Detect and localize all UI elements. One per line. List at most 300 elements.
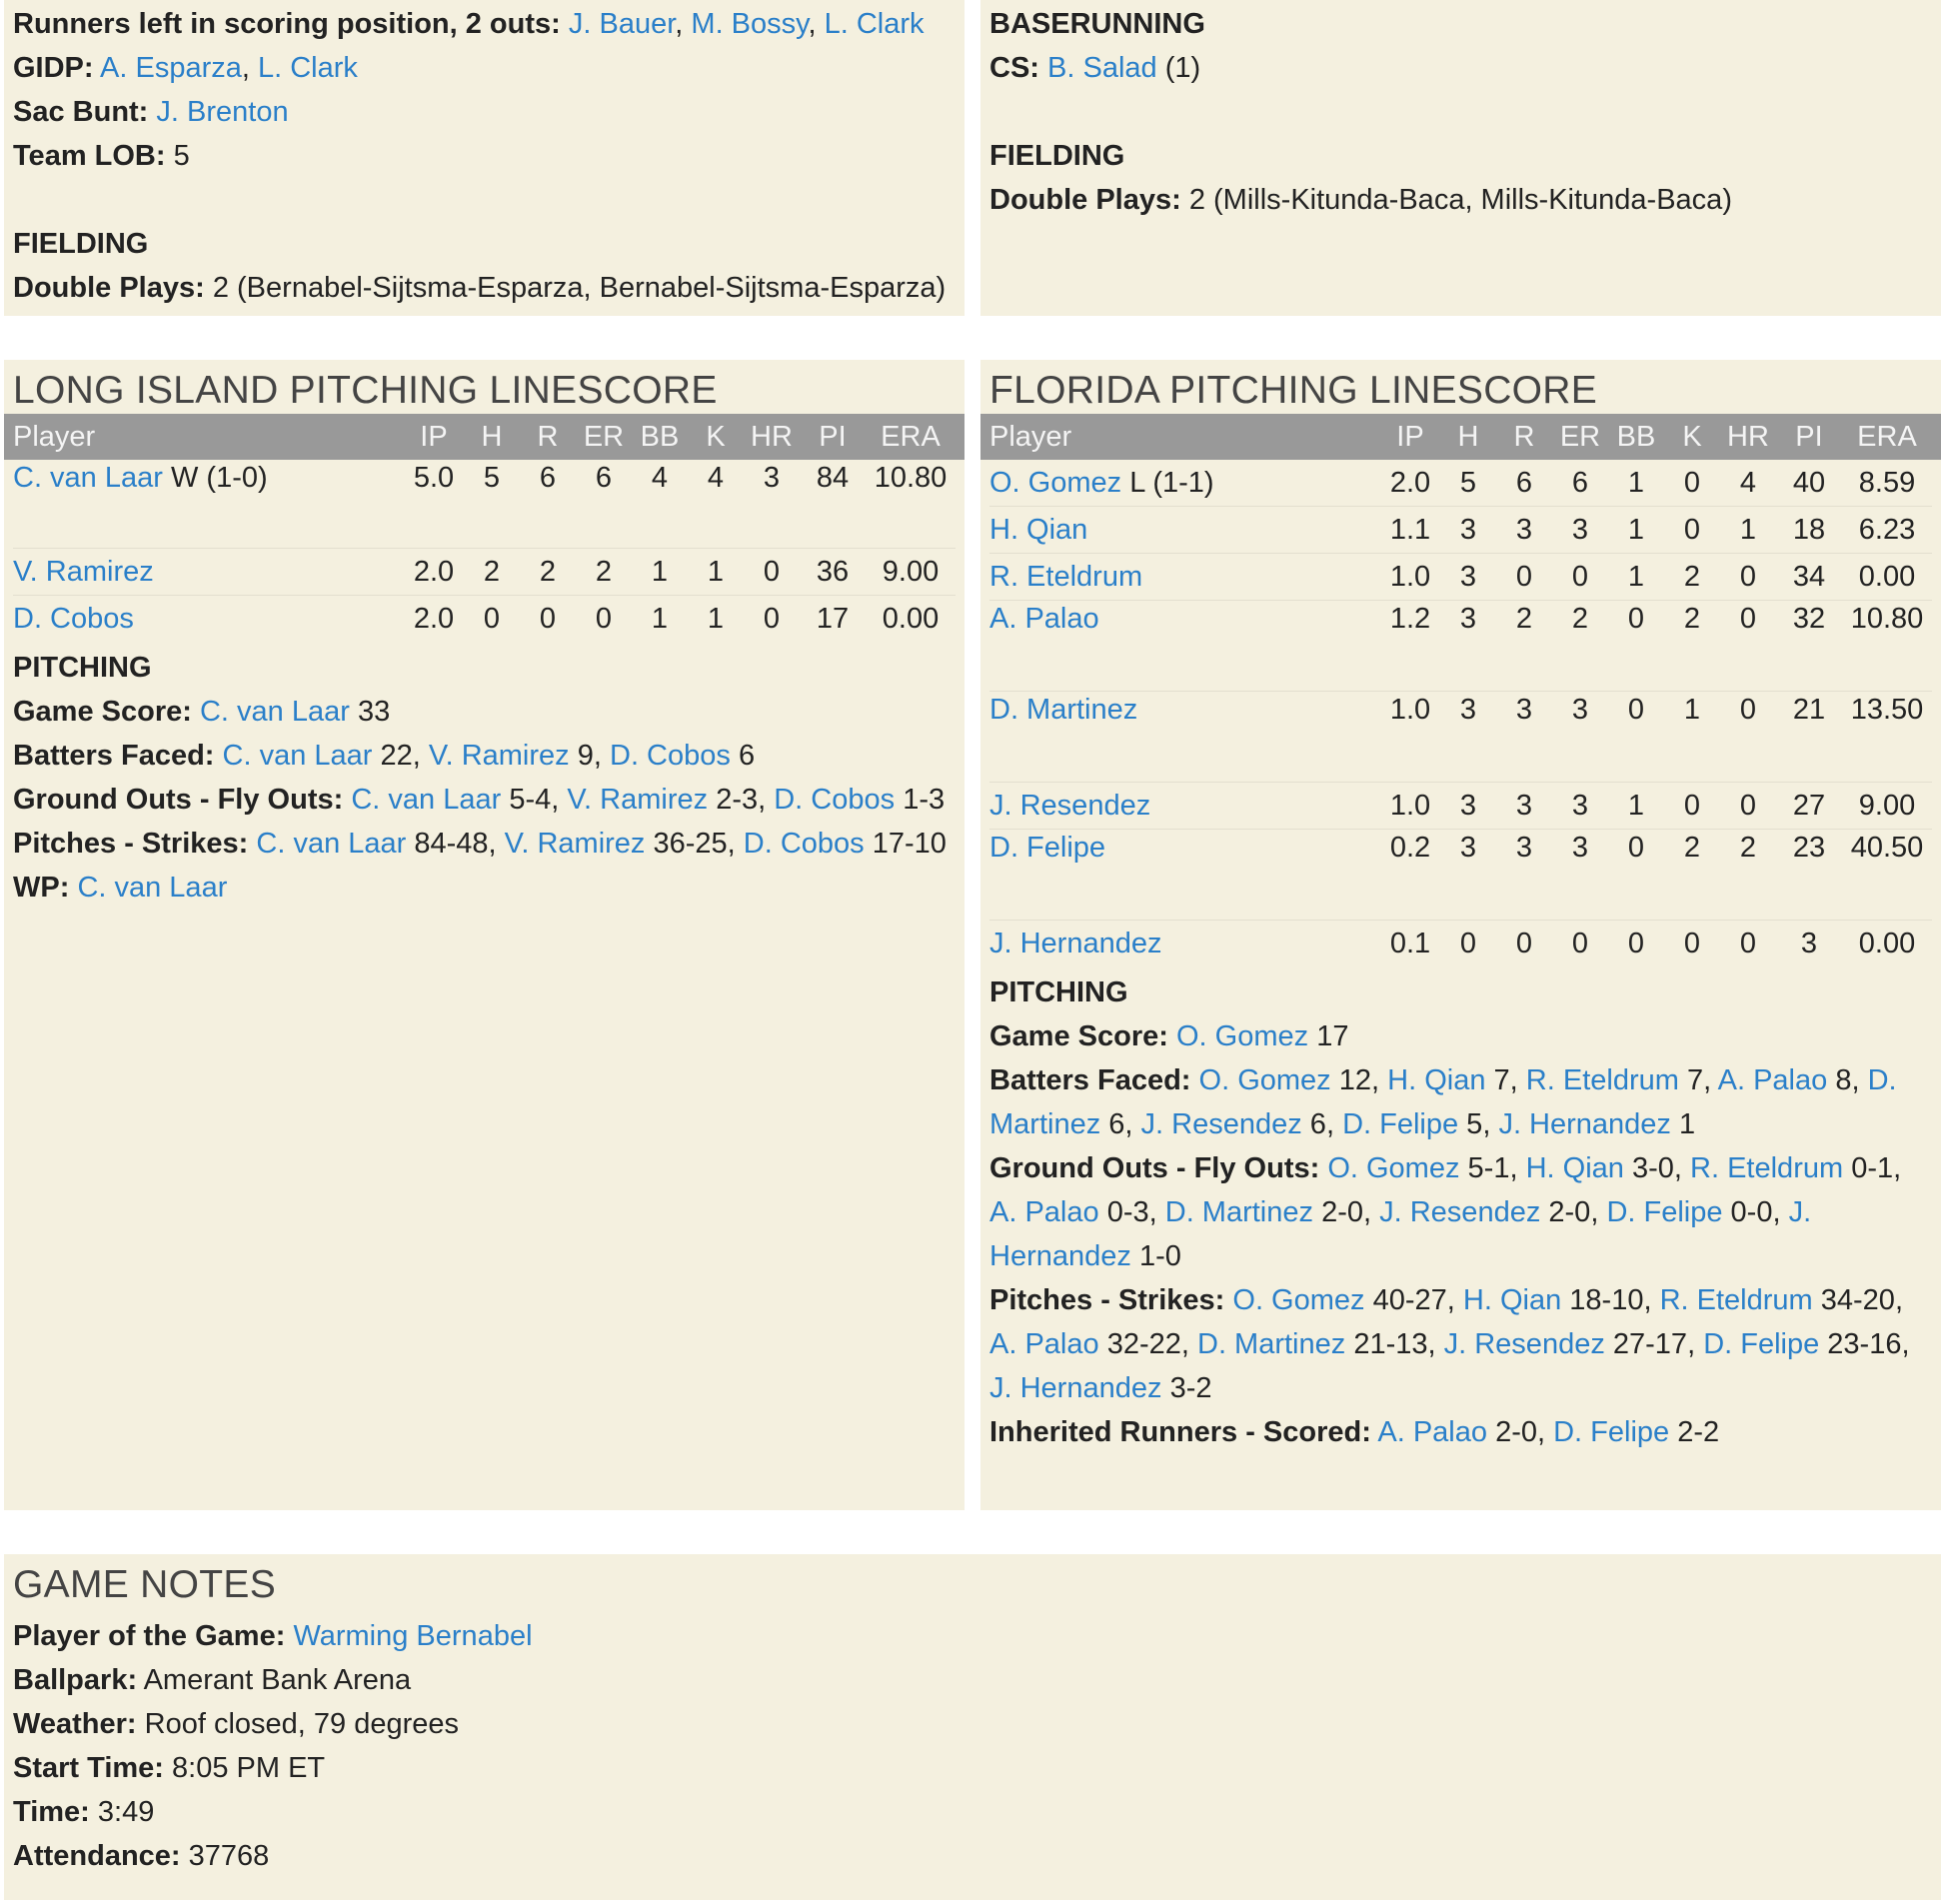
stat-value: 2-3 bbox=[716, 784, 759, 816]
cell-k: 2 bbox=[1683, 603, 1701, 635]
player-link[interactable]: D. Felipe bbox=[1606, 1196, 1723, 1228]
pitcher-link[interactable]: O. Gomez bbox=[989, 466, 1122, 499]
wp-line bbox=[13, 866, 956, 910]
player-of-game-line bbox=[13, 1614, 1932, 1658]
baserunning-title: BASERUNNING bbox=[989, 8, 1205, 40]
cell-ip: 0.1 bbox=[1389, 927, 1431, 959]
game-score-line bbox=[989, 1014, 1932, 1058]
cell-era: 13.50 bbox=[1850, 694, 1924, 726]
col-ip: IP bbox=[420, 420, 448, 453]
col-pi: PI bbox=[819, 420, 847, 453]
player-link[interactable]: D. Martinez bbox=[1197, 1328, 1346, 1360]
top-left-panel bbox=[4, 0, 965, 316]
col-hr: HR bbox=[1727, 420, 1769, 453]
li-table-body bbox=[13, 460, 956, 642]
cell-era: 9.00 bbox=[1858, 789, 1916, 822]
col-pi: PI bbox=[1795, 420, 1823, 453]
go-fo-label: Ground Outs - Fly Outs: bbox=[989, 1152, 1320, 1184]
rlisp-label: Runners left in scoring position, 2 outs: bbox=[13, 8, 561, 40]
cell-k: 0 bbox=[1683, 789, 1701, 822]
player-link[interactable]: O. Gomez bbox=[1198, 1064, 1331, 1096]
ballpark-line bbox=[13, 1658, 1932, 1702]
pitcher-cell bbox=[13, 603, 404, 636]
cell-pi: 3 bbox=[1800, 927, 1818, 959]
game-notes-panel bbox=[4, 1554, 1941, 1900]
game-score-label: Game Score: bbox=[13, 696, 192, 728]
stat-value: 0-1 bbox=[1851, 1152, 1894, 1184]
stat-value: 2-0 bbox=[1321, 1196, 1363, 1228]
table-row bbox=[989, 692, 1932, 783]
player-link[interactable]: M. Bossy bbox=[691, 8, 809, 40]
cell-k: 2 bbox=[1683, 560, 1701, 593]
stat-value: 17-10 bbox=[872, 828, 947, 860]
stat-value: 1-0 bbox=[1138, 1240, 1181, 1272]
decision: W (1-0) bbox=[170, 462, 268, 494]
player-link[interactable]: D. Felipe bbox=[1553, 1416, 1670, 1448]
pitcher-link[interactable]: J. Resendez bbox=[989, 789, 1151, 822]
cell-bb: 1 bbox=[1627, 560, 1645, 593]
sac-bunt-line bbox=[13, 90, 956, 134]
pitcher-link[interactable]: R. Eteldrum bbox=[989, 560, 1143, 593]
cell-r: 0 bbox=[1515, 927, 1533, 959]
player-link[interactable]: C. van Laar bbox=[222, 740, 373, 772]
go-fo-label: Ground Outs - Fly Outs: bbox=[13, 784, 344, 816]
col-er: ER bbox=[583, 420, 625, 453]
player-link[interactable]: H. Qian bbox=[1462, 1284, 1562, 1316]
cell-bb: 0 bbox=[1627, 694, 1645, 726]
pitches-strikes-line: Pitches - Strikes: O. Gomez 40-27, H. Qian 18-10, R. Eteldrum 34-20, A. Palao 32-22, D. Martinez 21-13, J. Resendez 27-17, D. Felipe 23-16, J. Hernandez 3-2 bbox=[989, 1284, 1910, 1404]
player-link[interactable]: J. Brenton bbox=[156, 96, 289, 128]
double-plays-label: Double Plays: bbox=[989, 184, 1181, 216]
cell-r: 3 bbox=[1515, 694, 1533, 726]
weather-line bbox=[13, 1702, 1932, 1746]
stat-value: 2-0 bbox=[1548, 1196, 1591, 1228]
cell-r: 3 bbox=[1515, 832, 1533, 864]
stat-value: 3-0 bbox=[1631, 1152, 1674, 1184]
game-time-value: 3:49 bbox=[97, 1796, 155, 1828]
cell-bb: 0 bbox=[1627, 603, 1645, 635]
stat-value: 3-2 bbox=[1169, 1372, 1212, 1404]
player-link[interactable]: O. Gomez bbox=[1327, 1152, 1460, 1184]
cs-line bbox=[989, 46, 1932, 90]
batters-faced-line: Batters Faced: C. van Laar 22, V. Ramirez 9, D. Cobos 6 bbox=[13, 740, 756, 772]
pitches-strikes-label: Pitches - Strikes: bbox=[989, 1284, 1225, 1316]
cell-era: 9.00 bbox=[882, 555, 940, 588]
stat-value: 40-27 bbox=[1372, 1284, 1447, 1316]
inherited-runners-line: Inherited Runners - Scored: A. Palao 2-0, D. Felipe 2-2 bbox=[989, 1416, 1720, 1448]
table-row bbox=[989, 507, 1932, 554]
player-link[interactable]: J. Hernandez bbox=[989, 1196, 1812, 1272]
cell-pi: 36 bbox=[816, 555, 850, 588]
batters-faced-label: Batters Faced: bbox=[13, 740, 215, 772]
col-k: K bbox=[706, 420, 726, 453]
cell-era: 10.80 bbox=[1850, 603, 1924, 635]
player-link[interactable]: B. Salad bbox=[1047, 52, 1157, 84]
top-right-panel bbox=[980, 0, 1941, 316]
stat-value: 34-20 bbox=[1820, 1284, 1895, 1316]
stat-value: 7 bbox=[1686, 1064, 1704, 1096]
sac-bunt-label: Sac Bunt: bbox=[13, 96, 149, 128]
player-link[interactable]: D. Felipe bbox=[1703, 1328, 1820, 1360]
player-link[interactable]: C. van Laar bbox=[77, 872, 228, 904]
player-link[interactable]: J. Hernandez bbox=[1498, 1108, 1671, 1140]
player-link[interactable]: D. Martinez bbox=[989, 1064, 1897, 1140]
fielding-title: FIELDING bbox=[13, 228, 149, 260]
pitcher-cell bbox=[989, 603, 1380, 636]
player-link[interactable]: J. Resendez bbox=[1140, 1108, 1302, 1140]
table-row bbox=[13, 549, 956, 596]
cell-pi: 34 bbox=[1792, 560, 1826, 593]
table-row bbox=[13, 596, 956, 642]
double-plays-label: Double Plays: bbox=[13, 272, 205, 304]
cell-er: 2 bbox=[595, 555, 613, 588]
cell-hr: 0 bbox=[763, 555, 781, 588]
cell-bb: 0 bbox=[1627, 832, 1645, 864]
col-era: ERA bbox=[1857, 420, 1917, 453]
player-link[interactable]: Warming Bernabel bbox=[293, 1620, 533, 1652]
cell-pi: 32 bbox=[1792, 603, 1826, 635]
cell-h: 3 bbox=[1459, 789, 1477, 822]
cell-era: 10.80 bbox=[874, 462, 948, 494]
cell-bb: 4 bbox=[651, 462, 669, 494]
cell-bb: 1 bbox=[651, 555, 669, 588]
team-lob-value: 5 bbox=[173, 140, 190, 172]
panel-title: GAME NOTES bbox=[13, 1563, 277, 1606]
player-link[interactable]: A. Palao bbox=[1377, 1416, 1487, 1448]
cell-hr: 0 bbox=[1739, 603, 1757, 635]
table-row bbox=[989, 460, 1932, 507]
attendance-line bbox=[13, 1834, 1932, 1878]
cs-value: (1) bbox=[1164, 52, 1201, 84]
cell-ip: 1.0 bbox=[1389, 789, 1431, 822]
pitcher-cell bbox=[989, 514, 1380, 547]
cell-h: 3 bbox=[1459, 694, 1477, 726]
cell-h: 3 bbox=[1459, 513, 1477, 546]
cell-hr: 1 bbox=[1739, 513, 1757, 546]
pitcher-cell bbox=[989, 467, 1380, 500]
stat-value: 12 bbox=[1338, 1064, 1372, 1096]
long-island-pitching-panel bbox=[4, 360, 965, 1510]
pitcher-link[interactable]: H. Qian bbox=[989, 513, 1088, 546]
col-er: ER bbox=[1559, 420, 1601, 453]
game-score-value: 17 bbox=[1316, 1020, 1349, 1052]
player-link[interactable]: L. Clark bbox=[258, 52, 358, 84]
table-row bbox=[989, 783, 1932, 830]
player-link[interactable]: D. Martinez bbox=[1164, 1196, 1314, 1228]
col-h: H bbox=[481, 420, 503, 453]
cell-k: 0 bbox=[1683, 466, 1701, 499]
cell-er: 0 bbox=[1571, 560, 1589, 593]
pitcher-cell bbox=[989, 561, 1380, 594]
stat-value: 21-13 bbox=[1353, 1328, 1428, 1360]
wp-label: WP: bbox=[13, 872, 70, 904]
stat-value: 6 bbox=[1309, 1108, 1326, 1140]
double-plays-line bbox=[13, 266, 956, 310]
stat-value: 18-10 bbox=[1569, 1284, 1644, 1316]
cell-h: 2 bbox=[483, 555, 501, 588]
col-era: ERA bbox=[881, 420, 941, 453]
player-link[interactable]: A. Esparza bbox=[100, 52, 242, 84]
cell-ip: 2.0 bbox=[413, 602, 455, 635]
cs-label: CS: bbox=[989, 52, 1039, 84]
pitcher-cell bbox=[13, 462, 404, 495]
cell-er: 6 bbox=[1571, 466, 1589, 499]
player-link[interactable]: J. Resendez bbox=[1379, 1196, 1541, 1228]
player-link[interactable]: J. Hernandez bbox=[989, 1372, 1162, 1404]
player-link[interactable]: C. van Laar bbox=[256, 828, 407, 860]
cell-k: 0 bbox=[1683, 513, 1701, 546]
cell-pi: 27 bbox=[1792, 789, 1826, 822]
cell-h: 5 bbox=[1459, 466, 1477, 499]
cell-er: 3 bbox=[1571, 694, 1589, 726]
pitcher-cell bbox=[989, 832, 1380, 865]
player-link[interactable]: O. Gomez bbox=[1175, 1020, 1309, 1052]
pitcher-link[interactable]: D. Felipe bbox=[989, 832, 1106, 864]
col-player: Player bbox=[13, 420, 96, 453]
cell-hr: 0 bbox=[1739, 694, 1757, 726]
stat-value: 1 bbox=[1679, 1108, 1696, 1140]
stat-value: 2-2 bbox=[1677, 1416, 1720, 1448]
pitcher-link[interactable]: C. van Laar bbox=[13, 462, 163, 494]
cell-pi: 17 bbox=[816, 602, 850, 635]
pitcher-link[interactable]: D. Cobos bbox=[13, 602, 134, 635]
pitcher-cell bbox=[989, 790, 1380, 823]
stat-value: 0-0 bbox=[1730, 1196, 1773, 1228]
ballpark-label: Ballpark: bbox=[13, 1664, 138, 1696]
col-k: K bbox=[1682, 420, 1702, 453]
cell-bb: 0 bbox=[1627, 927, 1645, 959]
cell-ip: 1.0 bbox=[1389, 560, 1431, 593]
cell-er: 3 bbox=[1571, 513, 1589, 546]
player-link[interactable]: A. Palao bbox=[1717, 1064, 1828, 1096]
cell-ip: 5.0 bbox=[413, 462, 455, 494]
player-link[interactable]: C. van Laar bbox=[199, 696, 350, 728]
cell-era: 8.59 bbox=[1858, 466, 1916, 499]
player-link[interactable]: A. Palao bbox=[989, 1196, 1099, 1228]
batters-faced-label: Batters Faced: bbox=[989, 1064, 1191, 1096]
cell-r: 2 bbox=[539, 555, 557, 588]
game-time-label: Time: bbox=[13, 1796, 90, 1828]
pitcher-link[interactable]: D. Martinez bbox=[989, 694, 1138, 726]
stat-value: 36-25 bbox=[653, 828, 728, 860]
table-header bbox=[4, 414, 965, 460]
cell-h: 0 bbox=[483, 602, 501, 635]
player-link[interactable]: H. Qian bbox=[1525, 1152, 1624, 1184]
pitches-strikes-line: Pitches - Strikes: C. van Laar 84-48, V. Ramirez 36-25, D. Cobos 17-10 bbox=[13, 828, 947, 860]
stat-value: 22 bbox=[380, 740, 413, 772]
game-score-line bbox=[13, 690, 956, 734]
pitching-title: PITCHING bbox=[13, 652, 152, 684]
stat-value: 5-1 bbox=[1467, 1152, 1510, 1184]
player-link[interactable]: J. Bauer bbox=[568, 8, 676, 40]
game-time-line bbox=[13, 1790, 1932, 1834]
cell-ip: 1.0 bbox=[1389, 694, 1431, 726]
cell-r: 6 bbox=[539, 462, 557, 494]
stat-value: 23-16 bbox=[1827, 1328, 1902, 1360]
cell-k: 0 bbox=[1683, 927, 1701, 959]
stat-value: 6 bbox=[1108, 1108, 1125, 1140]
cell-k: 1 bbox=[707, 602, 725, 635]
cell-hr: 4 bbox=[1739, 466, 1757, 499]
pitcher-link[interactable]: V. Ramirez bbox=[13, 555, 154, 588]
pitcher-link[interactable]: J. Hernandez bbox=[989, 927, 1162, 959]
cell-er: 6 bbox=[595, 462, 613, 494]
cell-r: 3 bbox=[1515, 513, 1533, 546]
player-link[interactable]: D. Cobos bbox=[743, 828, 865, 860]
player-link[interactable]: C. van Laar bbox=[351, 784, 502, 816]
cell-bb: 1 bbox=[651, 602, 669, 635]
table-row bbox=[989, 554, 1932, 601]
cell-r: 2 bbox=[1515, 603, 1533, 635]
player-link[interactable]: L. Clark bbox=[824, 8, 925, 40]
stat-value: 84-48 bbox=[414, 828, 489, 860]
col-h: H bbox=[1457, 420, 1479, 453]
cell-r: 6 bbox=[1515, 466, 1533, 499]
cell-k: 2 bbox=[1683, 832, 1701, 864]
cell-era: 6.23 bbox=[1858, 513, 1916, 546]
start-time-line bbox=[13, 1746, 1932, 1790]
rlisp-line: Runners left in scoring position, 2 outs: J. Bauer, M. Bossy, L. Clark bbox=[13, 8, 925, 40]
cell-ip: 2.0 bbox=[1389, 466, 1431, 499]
stat-value: 7 bbox=[1493, 1064, 1510, 1096]
cell-ip: 1.1 bbox=[1389, 513, 1431, 546]
stat-value: 2-0 bbox=[1495, 1416, 1537, 1448]
gidp-label: GIDP: bbox=[13, 52, 94, 84]
stat-value: 9 bbox=[577, 740, 594, 772]
go-fo-line: Ground Outs - Fly Outs: C. van Laar 5-4, V. Ramirez 2-3, D. Cobos 1-3 bbox=[13, 784, 946, 816]
table-row bbox=[13, 460, 956, 549]
table-row bbox=[989, 601, 1932, 692]
gidp-line: GIDP: A. Esparza, L. Clark bbox=[13, 52, 358, 84]
player-link[interactable]: R. Eteldrum bbox=[1659, 1284, 1813, 1316]
cell-hr: 0 bbox=[763, 602, 781, 635]
stat-value: 0-3 bbox=[1106, 1196, 1149, 1228]
start-time-value: 8:05 PM ET bbox=[172, 1752, 326, 1784]
panel-title: LONG ISLAND PITCHING LINESCORE bbox=[13, 369, 718, 412]
cell-k: 1 bbox=[707, 555, 725, 588]
cell-h: 3 bbox=[1459, 832, 1477, 864]
start-time-label: Start Time: bbox=[13, 1752, 164, 1784]
go-fo-line: Ground Outs - Fly Outs: O. Gomez 5-1, H. Qian 3-0, R. Eteldrum 0-1, A. Palao 0-3, D. Martinez 2-0, J. Resendez 2-0, D. Felipe 0-0, J. Hernandez 1-0 bbox=[989, 1152, 1902, 1272]
pitcher-cell bbox=[989, 928, 1380, 960]
stat-value: 1-3 bbox=[903, 784, 946, 816]
cell-h: 3 bbox=[1459, 560, 1477, 593]
player-of-game-label: Player of the Game: bbox=[13, 1620, 286, 1652]
weather-value: Roof closed, 79 degrees bbox=[144, 1708, 459, 1740]
cell-hr: 0 bbox=[1739, 927, 1757, 959]
cell-era: 0.00 bbox=[882, 602, 940, 635]
pitches-strikes-label: Pitches - Strikes: bbox=[13, 828, 249, 860]
cell-h: 3 bbox=[1459, 603, 1477, 635]
player-link[interactable]: A. Palao bbox=[989, 1328, 1099, 1360]
player-link[interactable]: D. Cobos bbox=[774, 784, 896, 816]
table-row bbox=[989, 830, 1932, 921]
cell-pi: 40 bbox=[1792, 466, 1826, 499]
cell-ip: 2.0 bbox=[413, 555, 455, 588]
col-r: R bbox=[1513, 420, 1535, 453]
player-link[interactable]: R. Eteldrum bbox=[1525, 1064, 1679, 1096]
player-link[interactable]: V. Ramirez bbox=[567, 784, 709, 816]
cell-bb: 1 bbox=[1627, 513, 1645, 546]
player-link[interactable]: J. Resendez bbox=[1443, 1328, 1605, 1360]
cell-er: 2 bbox=[1571, 603, 1589, 635]
double-plays-line bbox=[989, 178, 1932, 222]
col-bb: BB bbox=[1616, 420, 1656, 453]
table-row bbox=[989, 921, 1932, 966]
col-r: R bbox=[537, 420, 559, 453]
cell-hr: 3 bbox=[763, 462, 781, 494]
player-link[interactable]: V. Ramirez bbox=[428, 740, 570, 772]
col-bb: BB bbox=[640, 420, 680, 453]
cell-hr: 0 bbox=[1739, 560, 1757, 593]
pitching-title: PITCHING bbox=[989, 976, 1128, 1008]
fl-table-body bbox=[989, 460, 1932, 966]
cell-pi: 23 bbox=[1792, 832, 1826, 864]
col-ip: IP bbox=[1396, 420, 1424, 453]
cell-hr: 0 bbox=[1739, 789, 1757, 822]
pitcher-cell bbox=[989, 694, 1380, 727]
cell-hr: 2 bbox=[1739, 832, 1757, 864]
player-link[interactable]: D. Felipe bbox=[1342, 1108, 1459, 1140]
cell-k: 1 bbox=[1683, 694, 1701, 726]
cell-er: 0 bbox=[1571, 927, 1589, 959]
stat-value: 5 bbox=[1466, 1108, 1483, 1140]
double-plays-value: 2 (Bernabel-Sijtsma-Esparza, Bernabel-Sijtsma-Esparza) bbox=[212, 272, 947, 304]
panel-title: FLORIDA PITCHING LINESCORE bbox=[989, 369, 1598, 412]
cell-bb: 1 bbox=[1627, 789, 1645, 822]
double-plays-value: 2 (Mills-Kitunda-Baca, Mills-Kitunda-Baca) bbox=[1188, 184, 1732, 216]
cell-era: 0.00 bbox=[1858, 560, 1916, 593]
weather-label: Weather: bbox=[13, 1708, 137, 1740]
player-link[interactable]: D. Cobos bbox=[610, 740, 731, 772]
team-lob-line bbox=[13, 134, 956, 178]
cell-bb: 1 bbox=[1627, 466, 1645, 499]
cell-r: 3 bbox=[1515, 789, 1533, 822]
stat-value: 8 bbox=[1835, 1064, 1852, 1096]
cell-h: 5 bbox=[483, 462, 501, 494]
team-lob-label: Team LOB: bbox=[13, 140, 166, 172]
batters-faced-line: Batters Faced: O. Gomez 12, H. Qian 7, R. Eteldrum 7, A. Palao 8, D. Martinez 6, J. Resendez 6, D. Felipe 5, J. Hernandez 1 bbox=[989, 1064, 1897, 1140]
attendance-value: 37768 bbox=[188, 1840, 270, 1872]
pitcher-link[interactable]: A. Palao bbox=[989, 603, 1099, 635]
decision: L (1-1) bbox=[1129, 466, 1214, 499]
cell-pi: 84 bbox=[816, 462, 850, 494]
stat-value: 6 bbox=[738, 740, 756, 772]
player-link[interactable]: O. Gomez bbox=[1232, 1284, 1365, 1316]
player-link[interactable]: R. Eteldrum bbox=[1690, 1152, 1844, 1184]
col-player: Player bbox=[989, 420, 1072, 453]
attendance-label: Attendance: bbox=[13, 1840, 181, 1872]
player-link[interactable]: H. Qian bbox=[1387, 1064, 1486, 1096]
cell-pi: 18 bbox=[1792, 513, 1826, 546]
cell-er: 0 bbox=[595, 602, 613, 635]
player-link[interactable]: V. Ramirez bbox=[504, 828, 646, 860]
fielding-title: FIELDING bbox=[989, 140, 1125, 172]
cell-era: 0.00 bbox=[1858, 927, 1916, 959]
cell-r: 0 bbox=[539, 602, 557, 635]
game-score-label: Game Score: bbox=[989, 1020, 1168, 1052]
cell-er: 3 bbox=[1571, 789, 1589, 822]
stat-value: 32-22 bbox=[1106, 1328, 1181, 1360]
cell-era: 40.50 bbox=[1850, 832, 1924, 864]
cell-er: 3 bbox=[1571, 832, 1589, 864]
ballpark-value: Amerant Bank Arena bbox=[143, 1664, 412, 1696]
game-score-value: 33 bbox=[357, 696, 391, 728]
cell-h: 0 bbox=[1459, 927, 1477, 959]
stat-value: 5-4 bbox=[509, 784, 552, 816]
florida-pitching-panel bbox=[980, 360, 1941, 1510]
cell-r: 0 bbox=[1515, 560, 1533, 593]
